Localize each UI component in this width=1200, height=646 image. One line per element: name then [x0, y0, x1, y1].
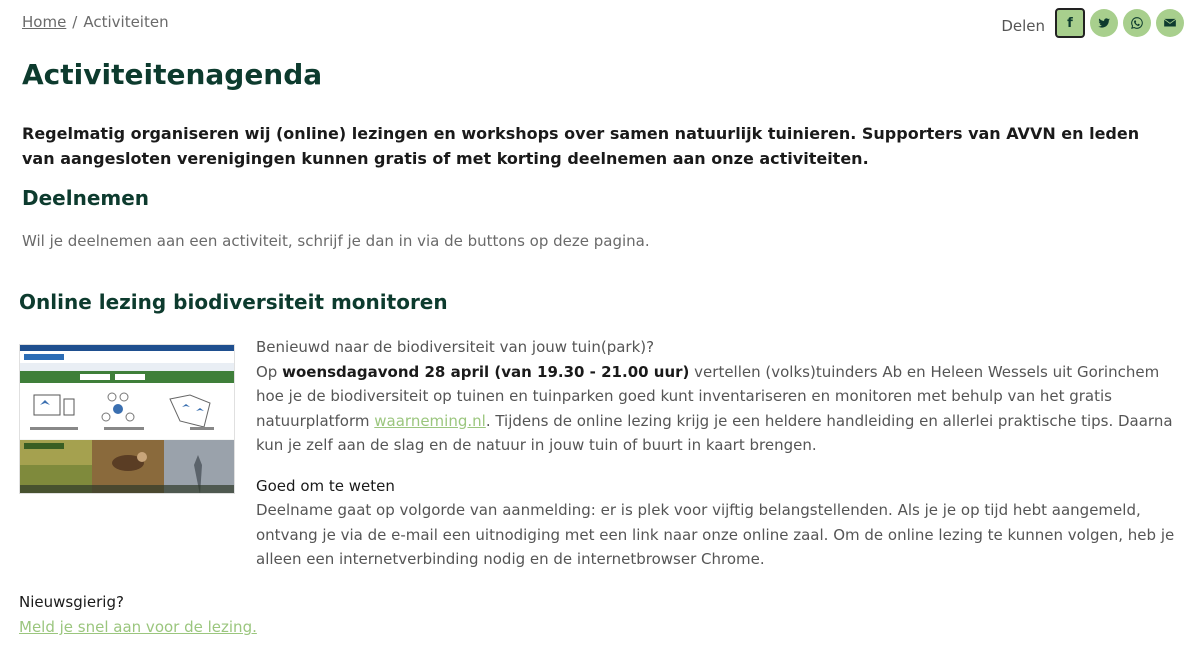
facebook-icon: f: [1067, 15, 1073, 31]
page-title: Activiteitenagenda: [22, 58, 323, 91]
event-text-segment: vertellen (volks)tuinders Ab en Heleen Wessels uit Gorinchem hoe je de biodiversiteit op tuinen en tuinparken goed kunt inventariseren en monitoren met behulp van het gratis natuurplatform: [256, 362, 1160, 430]
email-share-button[interactable]: [1156, 9, 1184, 37]
breadcrumb-current: Activiteiten: [83, 13, 169, 31]
breadcrumb-home-link[interactable]: Home: [22, 13, 67, 31]
website-screenshot-image: [20, 345, 235, 494]
participate-heading: Deelnemen: [22, 186, 150, 210]
twitter-share-button[interactable]: [1090, 9, 1118, 37]
breadcrumb: [22, 13, 169, 31]
good-to-know-heading: Goed om te weten: [256, 476, 395, 495]
event-description: [256, 335, 1186, 572]
mail-icon: [1163, 16, 1177, 30]
whatsapp-share-button[interactable]: [1123, 9, 1151, 37]
curious-label: Nieuwsgierig?: [19, 593, 124, 611]
intro-text: Regelmatig organiseren wij (online) lezingen en workshops over samen natuurlijk tuinieren. Supporters van AVVN en leden van aangesloten verenigingen kunnen gratis of met korting deelnemen aan onze activiteiten.: [22, 124, 1140, 168]
whatsapp-icon: [1130, 16, 1144, 30]
signup-link[interactable]: Meld je snel aan voor de lezing.: [19, 618, 257, 636]
participate-text: Wil je deelnemen aan een activiteit, schrijf je dan in via de buttons op deze pagina.: [22, 232, 650, 250]
event-question: Benieuwd naar de biodiversiteit van jouw tuin(park)?: [256, 338, 655, 356]
event-title: Online lezing biodiversiteit monitoren: [19, 290, 448, 314]
event-paragraph: [256, 360, 1186, 458]
breadcrumb-separator: /: [72, 13, 78, 31]
share-label: Delen: [1001, 17, 1045, 35]
share-bar: [1001, 8, 1184, 38]
twitter-icon: [1097, 16, 1111, 30]
waarneming-link[interactable]: waarneming.nl: [374, 411, 486, 430]
facebook-share-button[interactable]: [1055, 8, 1085, 38]
good-to-know-text: Deelname gaat op volgorde van aanmelding: er is plek voor vijftig belangstellenden. Als je je op tijd hebt aangemeld, ontvang je via de e-mail een uitnodiging met een link naar onze online zaal. Om de online lezing te kunnen volgen, heb je alleen een internetverbinding nodig en de internetbrowser Chrome.: [256, 501, 1175, 568]
event-date: woensdagavond 28 april (van 19.30 - 21.00 uur): [282, 362, 690, 381]
event-thumbnail: [19, 344, 235, 494]
event-text-segment: Op: [256, 362, 283, 381]
event-text-segment: . Tijdens de online lezing krijg je een heldere handleiding en allerlei praktische tips. Daarna kun je zelf aan de slag en de natuur in jouw tuin of buurt in kaart brengen.: [256, 411, 1173, 454]
